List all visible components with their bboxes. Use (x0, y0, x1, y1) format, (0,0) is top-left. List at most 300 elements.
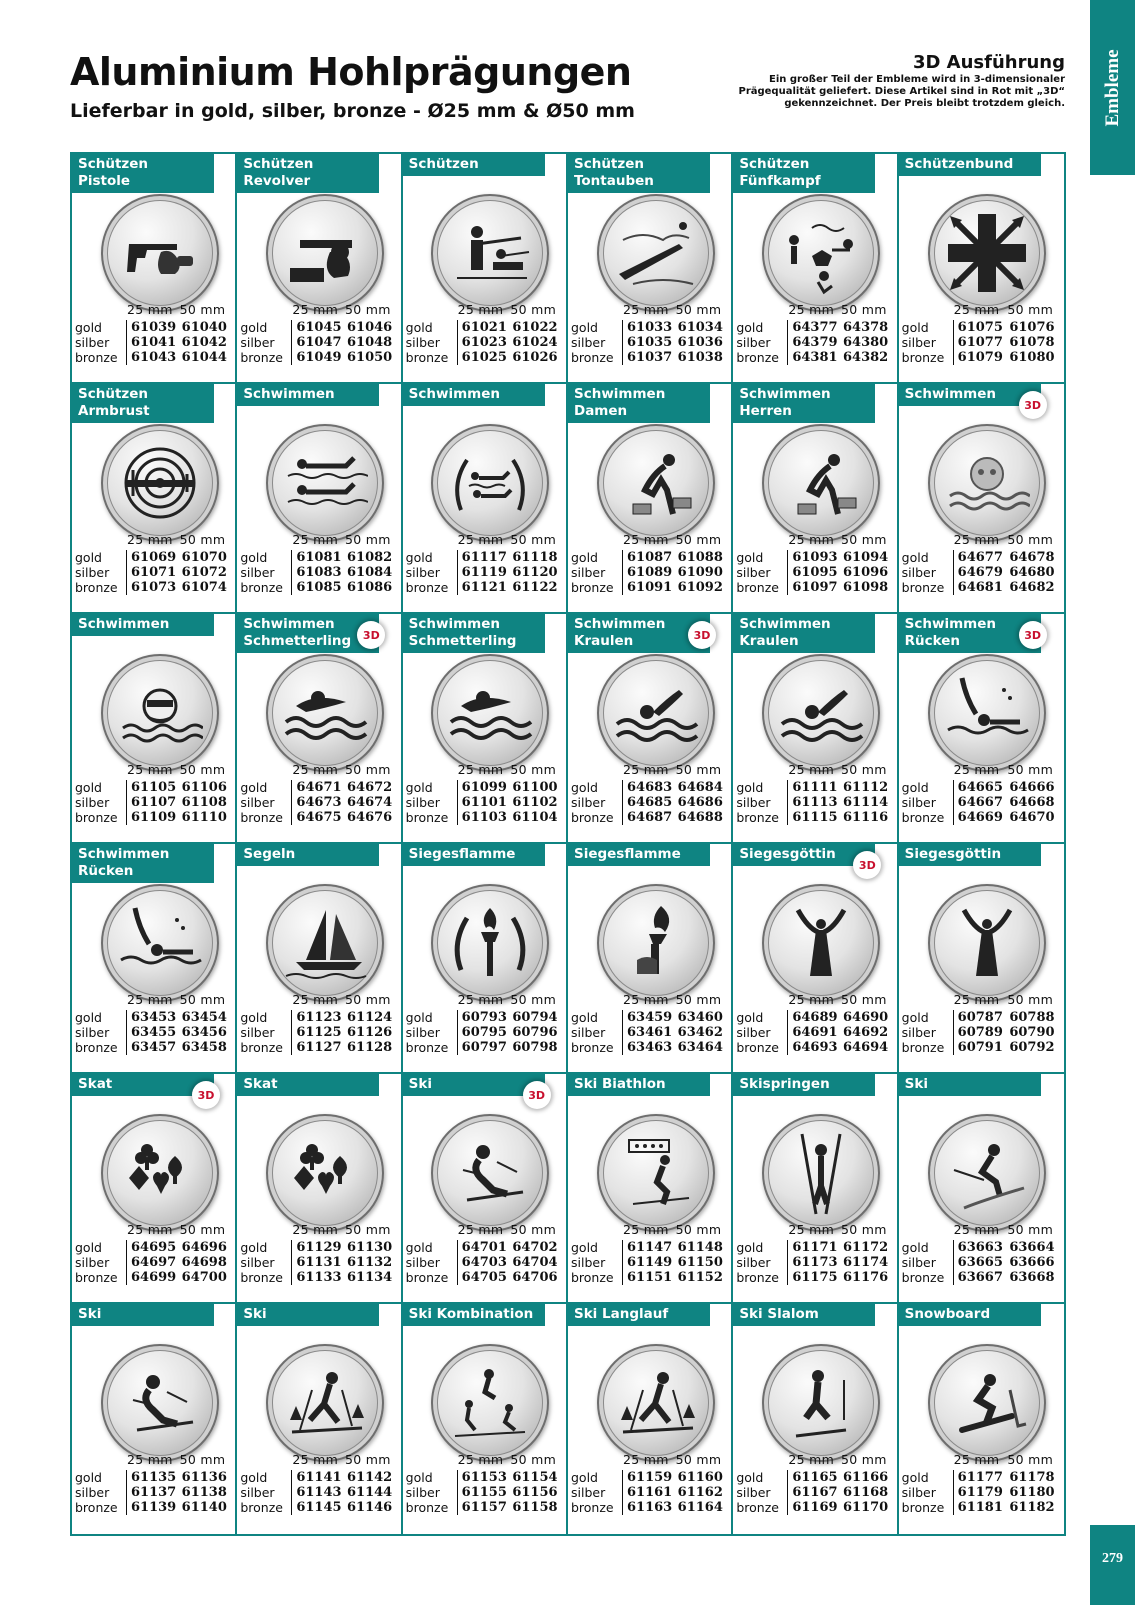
article-number-50: 64702 (512, 1240, 558, 1255)
article-number-25: 64691 (792, 1025, 838, 1040)
article-number-50: 61148 (677, 1240, 723, 1255)
emblem-title: Schwimmen Kraulen (733, 614, 875, 653)
emblem-card (568, 1304, 733, 1534)
size-50-label: 50 mm (1007, 1222, 1054, 1237)
emblem-title: Ski (237, 1304, 379, 1326)
article-number-50: 61048 (346, 335, 393, 350)
price-row-bronze (240, 810, 397, 825)
price-table (902, 1452, 1061, 1515)
price-row-bronze (902, 1270, 1061, 1285)
backstroke-icon (944, 670, 1030, 756)
size-25-label: 25 mm (292, 1222, 339, 1237)
article-number-50: 64690 (842, 1010, 889, 1025)
article-number-25: 61155 (461, 1485, 507, 1500)
price-table (75, 762, 232, 825)
article-number-25: 64379 (792, 335, 838, 350)
article-number-25: 63665 (957, 1255, 1003, 1270)
article-number-50: 61096 (842, 565, 889, 580)
article-number-25: 61033 (626, 320, 673, 335)
price-row-silber (736, 795, 893, 810)
emblem-title: Schützen Fünfkampf (733, 154, 875, 193)
article-number-25: 61135 (131, 1470, 177, 1485)
article-number-25: 61081 (296, 550, 342, 565)
material-label: bronze (406, 580, 458, 595)
article-number-50: 61152 (677, 1270, 723, 1285)
material-label: gold (240, 550, 292, 565)
material-label: silber (240, 335, 292, 350)
price-table (736, 302, 893, 365)
article-number-50: 64666 (1009, 780, 1055, 795)
price-table (240, 532, 397, 595)
price-table (75, 992, 232, 1055)
price-row-gold (406, 1240, 563, 1255)
article-number-50: 61076 (1009, 320, 1055, 335)
article-number-25: 61075 (957, 320, 1003, 335)
article-number-25: 61043 (131, 350, 177, 365)
material-label: bronze (736, 350, 788, 365)
emblem-medal-image (597, 1344, 715, 1462)
emblem-medal-image (266, 654, 384, 772)
size-25-label: 25 mm (457, 532, 504, 547)
price-row-gold (902, 1470, 1061, 1485)
material-label: silber (736, 1255, 788, 1270)
emblem-title: Schützen Pistole (72, 154, 214, 193)
price-table (75, 532, 232, 595)
size-25-label: 25 mm (292, 992, 339, 1007)
material-label: bronze (736, 810, 788, 825)
backstroke-icon (117, 900, 203, 986)
emblem-title: Schwimmen Rücken (899, 614, 1041, 653)
material-label: bronze (736, 1500, 788, 1515)
emblem-card (899, 154, 1064, 384)
article-number-25: 61125 (296, 1025, 342, 1040)
emblem-card (237, 154, 402, 384)
material-label: bronze (736, 1270, 788, 1285)
butterfly-swim-icon (282, 670, 368, 756)
emblem-card (403, 384, 568, 614)
material-label: gold (75, 320, 127, 335)
torch-hand-icon (613, 900, 699, 986)
article-number-25: 61107 (131, 795, 177, 810)
article-number-50: 61036 (677, 335, 723, 350)
emblem-card (403, 154, 568, 384)
pentathlon-icon (778, 210, 864, 296)
size-header (902, 762, 1061, 777)
article-number-25: 60793 (461, 1010, 507, 1025)
size-header (75, 302, 232, 317)
emblem-medal-image (101, 194, 219, 312)
price-table (902, 762, 1061, 825)
victory-goddess-icon (944, 900, 1030, 986)
article-number-25: 61103 (461, 810, 507, 825)
article-number-25: 61079 (957, 350, 1003, 365)
price-row-silber (240, 1485, 397, 1500)
emblem-title: Ski (899, 1074, 1041, 1096)
material-label: gold (902, 1470, 954, 1485)
article-number-50: 61156 (512, 1485, 558, 1500)
info-3d (685, 52, 1065, 110)
size-50-label: 50 mm (675, 992, 722, 1007)
info-3d-line: Ein großer Teil der Embleme wird in 3-dimensionaler (768, 74, 1065, 85)
price-row-gold (75, 1010, 232, 1025)
article-number-50: 61158 (512, 1500, 558, 1515)
emblem-medal-image (101, 424, 219, 542)
butterfly-swim-icon (447, 670, 533, 756)
material-label: gold (736, 780, 788, 795)
price-row-silber (736, 1255, 893, 1270)
size-25-label: 25 mm (622, 1452, 669, 1467)
price-row-gold (240, 550, 397, 565)
swim-start-icon (613, 440, 699, 526)
size-25-label: 25 mm (622, 532, 669, 547)
price-row-gold (240, 320, 397, 335)
material-label: silber (75, 1255, 127, 1270)
price-table (75, 1222, 232, 1285)
emblem-medal-image (101, 1114, 219, 1232)
article-number-50: 60796 (512, 1025, 558, 1040)
price-row-silber (736, 565, 893, 580)
material-label: gold (736, 550, 788, 565)
price-table (406, 1222, 563, 1285)
article-number-50: 61140 (181, 1500, 227, 1515)
article-number-50: 60788 (1009, 1010, 1055, 1025)
article-number-25: 61091 (626, 580, 673, 595)
emblem-card (733, 1074, 898, 1304)
ski-jump-icon (778, 1130, 864, 1216)
price-row-bronze (736, 350, 893, 365)
size-header (240, 532, 397, 547)
article-number-25: 64675 (296, 810, 342, 825)
price-row-gold (571, 320, 728, 335)
size-50-label: 50 mm (179, 532, 226, 547)
price-table (571, 992, 728, 1055)
article-number-50: 64678 (1009, 550, 1055, 565)
article-number-50: 61086 (346, 580, 393, 595)
material-label: gold (736, 1240, 788, 1255)
price-row-gold (240, 780, 397, 795)
victory-goddess-icon (778, 900, 864, 986)
size-50-label: 50 mm (179, 302, 226, 317)
emblem-title: Skispringen (733, 1074, 875, 1096)
emblem-card (403, 1074, 568, 1304)
article-number-25: 64689 (792, 1010, 838, 1025)
article-number-50: 64676 (346, 810, 393, 825)
article-number-50: 61146 (346, 1500, 393, 1515)
size-50-label: 50 mm (1007, 992, 1054, 1007)
article-number-50: 61176 (842, 1270, 889, 1285)
article-number-25: 61163 (626, 1500, 673, 1515)
article-number-50: 61044 (181, 350, 227, 365)
material-label: bronze (571, 1500, 623, 1515)
price-row-gold (902, 1240, 1061, 1255)
article-number-25: 61111 (792, 780, 838, 795)
article-number-50: 64694 (842, 1040, 889, 1055)
price-table (406, 1452, 563, 1515)
size-header (75, 762, 232, 777)
size-25-label: 25 mm (953, 302, 1000, 317)
swimmer-head-icon (944, 440, 1030, 526)
article-number-25: 64705 (461, 1270, 507, 1285)
article-number-50: 64680 (1009, 565, 1055, 580)
size-25-label: 25 mm (127, 1222, 173, 1237)
material-label: silber (736, 565, 788, 580)
article-number-50: 61082 (346, 550, 393, 565)
size-50-label: 50 mm (510, 992, 557, 1007)
price-table (571, 1222, 728, 1285)
size-header (240, 302, 397, 317)
size-25-label: 25 mm (292, 302, 339, 317)
article-number-50: 61100 (512, 780, 558, 795)
badge-3d: 3D (357, 621, 385, 649)
article-number-25: 60787 (957, 1010, 1003, 1025)
article-number-50: 61154 (512, 1470, 558, 1485)
article-number-25: 61093 (792, 550, 838, 565)
slalom-icon (778, 1360, 864, 1446)
article-number-25: 64681 (957, 580, 1003, 595)
price-row-gold (75, 780, 232, 795)
price-row-silber (902, 1485, 1061, 1500)
article-number-25: 61179 (957, 1485, 1003, 1500)
size-50-label: 50 mm (344, 302, 391, 317)
material-label: bronze (902, 1270, 954, 1285)
article-number-25: 61089 (626, 565, 673, 580)
price-row-gold (736, 550, 893, 565)
emblem-title: Skat (237, 1074, 379, 1096)
size-50-label: 50 mm (179, 762, 226, 777)
price-table (240, 992, 397, 1055)
crawl-swim-icon (778, 670, 864, 756)
size-50-label: 50 mm (1007, 302, 1054, 317)
price-row-silber (240, 335, 397, 350)
price-row-silber (902, 335, 1061, 350)
material-label: bronze (240, 350, 292, 365)
material-label: silber (75, 795, 127, 810)
article-number-25: 61037 (626, 350, 673, 365)
emblem-card (237, 844, 402, 1074)
article-number-50: 64380 (842, 335, 889, 350)
article-number-50: 64706 (512, 1270, 558, 1285)
material-label: gold (902, 780, 954, 795)
material-label: bronze (736, 580, 788, 595)
article-number-25: 61153 (461, 1470, 507, 1485)
article-number-25: 64677 (957, 550, 1003, 565)
material-label: bronze (902, 580, 954, 595)
price-row-gold (571, 1470, 728, 1485)
price-row-gold (406, 1010, 563, 1025)
article-number-50: 64692 (842, 1025, 889, 1040)
material-label: bronze (406, 350, 458, 365)
article-number-25: 61119 (461, 565, 507, 580)
price-row-bronze (75, 1500, 232, 1515)
material-label: silber (406, 565, 458, 580)
price-row-gold (406, 1470, 563, 1485)
article-number-50: 61090 (677, 565, 723, 580)
article-number-25: 61127 (296, 1040, 342, 1055)
size-50-label: 50 mm (675, 532, 722, 547)
material-label: bronze (736, 1040, 788, 1055)
emblem-title: Ski Biathlon (568, 1074, 710, 1096)
article-number-25: 61173 (792, 1255, 838, 1270)
article-number-25: 64671 (296, 780, 342, 795)
material-label: gold (571, 550, 623, 565)
biathlon-icon (613, 1130, 699, 1216)
material-label: gold (902, 320, 954, 335)
article-number-50: 61094 (842, 550, 889, 565)
size-50-label: 50 mm (675, 1222, 722, 1237)
article-number-25: 61073 (131, 580, 177, 595)
article-number-25: 64693 (792, 1040, 838, 1055)
article-number-50: 60794 (512, 1010, 558, 1025)
size-header (902, 302, 1061, 317)
article-number-50: 61126 (346, 1025, 393, 1040)
emblem-card (899, 614, 1064, 844)
price-row-bronze (75, 350, 232, 365)
emblem-card (237, 1304, 402, 1534)
article-number-50: 64674 (346, 795, 393, 810)
price-table (406, 302, 563, 365)
swimmers-wreath-icon (447, 440, 533, 526)
price-row-bronze (902, 580, 1061, 595)
article-number-25: 63663 (957, 1240, 1003, 1255)
size-25-label: 25 mm (622, 302, 669, 317)
article-number-50: 60798 (512, 1040, 558, 1055)
price-row-bronze (75, 810, 232, 825)
emblem-medal-image (431, 884, 549, 1002)
page-number-tab (1090, 1525, 1135, 1605)
emblem-medal-image (928, 1344, 1046, 1462)
size-header (736, 1452, 893, 1467)
article-number-50: 61046 (346, 320, 393, 335)
emblem-card (403, 844, 568, 1074)
article-number-50: 61078 (1009, 335, 1055, 350)
size-header (406, 532, 563, 547)
emblem-medal-image (431, 194, 549, 312)
article-number-50: 64704 (512, 1255, 558, 1270)
price-row-bronze (571, 1270, 728, 1285)
price-row-bronze (736, 1500, 893, 1515)
material-label: gold (240, 1010, 292, 1025)
emblem-card (403, 614, 568, 844)
material-label: gold (240, 320, 292, 335)
price-row-bronze (75, 1040, 232, 1055)
article-number-25: 61077 (957, 335, 1003, 350)
price-table (240, 1222, 397, 1285)
emblem-card (568, 384, 733, 614)
article-number-25: 60791 (957, 1040, 1003, 1055)
article-number-50: 64668 (1009, 795, 1055, 810)
emblem-card (733, 154, 898, 384)
article-number-50: 61174 (842, 1255, 889, 1270)
skier-downhill-icon (447, 1130, 533, 1216)
article-number-50: 63458 (181, 1040, 227, 1055)
price-row-bronze (571, 810, 728, 825)
size-header (240, 762, 397, 777)
article-number-50: 61050 (346, 350, 393, 365)
price-row-bronze (902, 1500, 1061, 1515)
material-label: bronze (902, 810, 954, 825)
price-row-gold (736, 320, 893, 335)
price-row-silber (406, 795, 563, 810)
material-label: silber (736, 1025, 788, 1040)
emblem-card (403, 1304, 568, 1534)
material-label: gold (240, 1240, 292, 1255)
material-label: gold (75, 1240, 127, 1255)
material-label: silber (571, 1025, 623, 1040)
size-header (571, 992, 728, 1007)
article-number-25: 61131 (296, 1255, 342, 1270)
card-suits-icon (117, 1130, 203, 1216)
price-table (240, 302, 397, 365)
article-number-25: 60797 (461, 1040, 507, 1055)
article-number-25: 61105 (131, 780, 177, 795)
article-number-25: 61123 (296, 1010, 342, 1025)
price-table (736, 532, 893, 595)
price-row-bronze (240, 580, 397, 595)
material-label: silber (571, 1255, 623, 1270)
material-label: bronze (571, 1270, 623, 1285)
article-number-50: 61132 (346, 1255, 393, 1270)
article-number-25: 61099 (461, 780, 507, 795)
emblem-medal-image (266, 194, 384, 312)
article-number-50: 61166 (842, 1470, 889, 1485)
emblem-card (72, 1074, 237, 1304)
article-number-50: 61102 (512, 795, 558, 810)
emblem-title: Ski (403, 1074, 545, 1096)
price-row-bronze (240, 1270, 397, 1285)
size-25-label: 25 mm (457, 1222, 504, 1237)
material-label: bronze (571, 580, 623, 595)
material-label: bronze (902, 1040, 954, 1055)
emblem-card (72, 614, 237, 844)
article-number-25: 64669 (957, 810, 1003, 825)
emblem-title: Schwimmen Damen (568, 384, 710, 423)
price-row-silber (902, 565, 1061, 580)
material-label: silber (406, 335, 458, 350)
size-50-label: 50 mm (179, 992, 226, 1007)
price-row-bronze (902, 1040, 1061, 1055)
emblem-title: Siegesgöttin (899, 844, 1041, 866)
emblem-medal-image (928, 654, 1046, 772)
price-row-silber (406, 1255, 563, 1270)
material-label: gold (571, 780, 623, 795)
size-header (571, 532, 728, 547)
emblem-title: Ski (72, 1304, 214, 1326)
price-row-silber (571, 335, 728, 350)
emblem-medal-image (597, 884, 715, 1002)
size-50-label: 50 mm (179, 1452, 226, 1467)
price-row-bronze (902, 350, 1061, 365)
emblem-medal-image (597, 1114, 715, 1232)
article-number-25: 61161 (626, 1485, 673, 1500)
size-50-label: 50 mm (840, 302, 887, 317)
size-50-label: 50 mm (510, 762, 557, 777)
article-number-50: 61170 (842, 1500, 889, 1515)
article-number-50: 61138 (181, 1485, 227, 1500)
size-header (240, 1222, 397, 1237)
emblem-title: Segeln (237, 844, 379, 866)
size-header (902, 992, 1061, 1007)
material-label: gold (571, 1240, 623, 1255)
material-label: silber (406, 1255, 458, 1270)
size-header (571, 302, 728, 317)
material-label: bronze (571, 810, 623, 825)
price-row-silber (571, 1485, 728, 1500)
article-number-50: 64700 (181, 1270, 227, 1285)
price-row-silber (406, 565, 563, 580)
material-label: gold (406, 1010, 458, 1025)
price-table (75, 302, 232, 365)
material-label: gold (75, 550, 127, 565)
